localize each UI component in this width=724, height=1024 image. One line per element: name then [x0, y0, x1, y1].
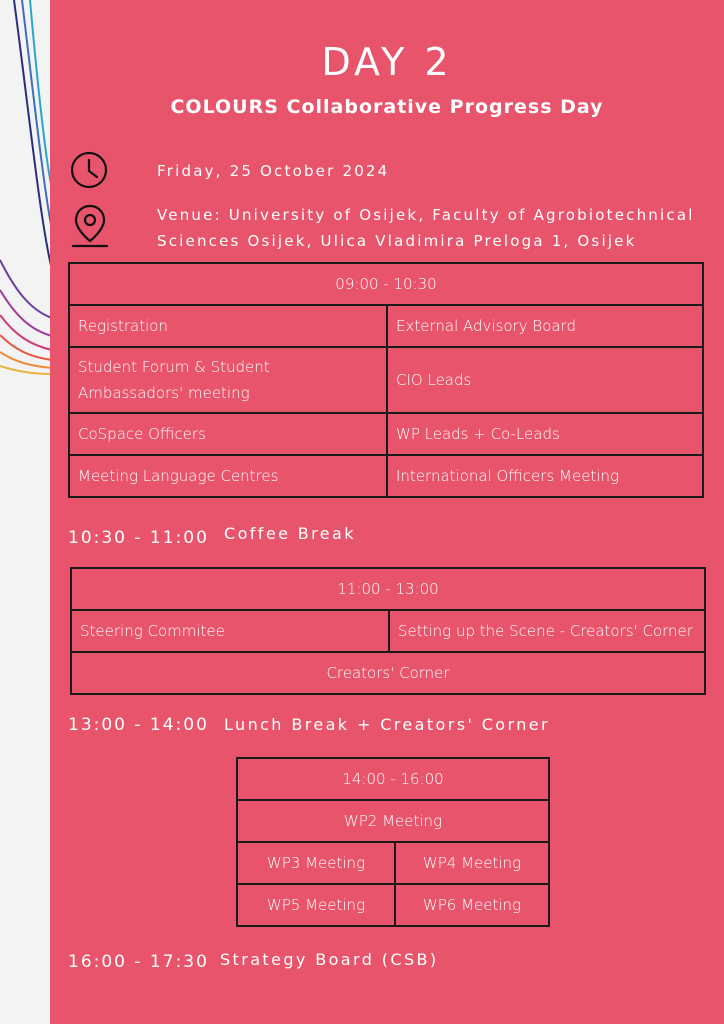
page-subtitle: COLOURS Collaborative Progress Day: [170, 96, 604, 118]
session-table-midday: [70, 567, 706, 695]
session-cell: WP3 Meeting: [237, 842, 395, 884]
break-label: Strategy Board (CSB): [220, 950, 439, 969]
break-time: 13:00 - 14:00: [68, 715, 209, 735]
session-cell: Registration: [69, 305, 387, 347]
venue-line-1: Venue: University of Osijek, Faculty of Agrobiotechnical: [157, 206, 695, 224]
session-table-morning: [68, 262, 704, 498]
session-cell: WP4 Meeting: [395, 842, 549, 884]
session-cell: WP2 Meeting: [237, 800, 549, 842]
coffee-break: [68, 524, 356, 548]
session-time: 11:00 - 13:00: [71, 568, 705, 610]
session-time: 14:00 - 16:00: [237, 758, 549, 800]
event-date: Friday, 25 October 2024: [157, 162, 390, 180]
venue-line-2: Sciences Osijek, Ulica Vladimira Preloga 1, Osijek: [157, 232, 637, 250]
schedule-panel: [50, 0, 724, 1024]
page-title: DAY 2: [321, 40, 453, 84]
session-cell: WP6 Meeting: [395, 884, 549, 926]
break-time: 10:30 - 11:00: [68, 528, 209, 548]
session-cell: External Advisory Board: [387, 305, 703, 347]
lunch-break: [68, 715, 550, 735]
break-label: Coffee Break: [224, 524, 356, 543]
session-cell: CoSpace Officers: [69, 413, 387, 455]
event-venue: [157, 202, 695, 254]
session-table-afternoon: [236, 757, 550, 927]
session-cell: Meeting Language Centres: [69, 455, 387, 497]
location-pin-icon: [70, 203, 110, 249]
break-label: Lunch Break + Creators' Corner: [224, 715, 550, 734]
strategy-board-session: [68, 950, 439, 972]
session-time: 09:00 - 10:30: [69, 263, 703, 305]
session-cell: WP Leads + Co-Leads: [387, 413, 703, 455]
session-cell: International Officers Meeting: [387, 455, 703, 497]
session-cell: Setting up the Scene - Creators' Corner: [389, 610, 705, 652]
session-cell: WP5 Meeting: [237, 884, 395, 926]
session-cell: Steering Commitee: [71, 610, 389, 652]
session-cell: Creators' Corner: [71, 652, 705, 694]
break-time: 16:00 - 17:30: [68, 952, 209, 972]
session-cell: CIO Leads: [387, 347, 703, 413]
session-cell: Student Forum & Student Ambassadors' meeting: [69, 347, 387, 413]
decorative-swirl: [0, 0, 52, 1024]
clock-icon: [70, 151, 108, 189]
